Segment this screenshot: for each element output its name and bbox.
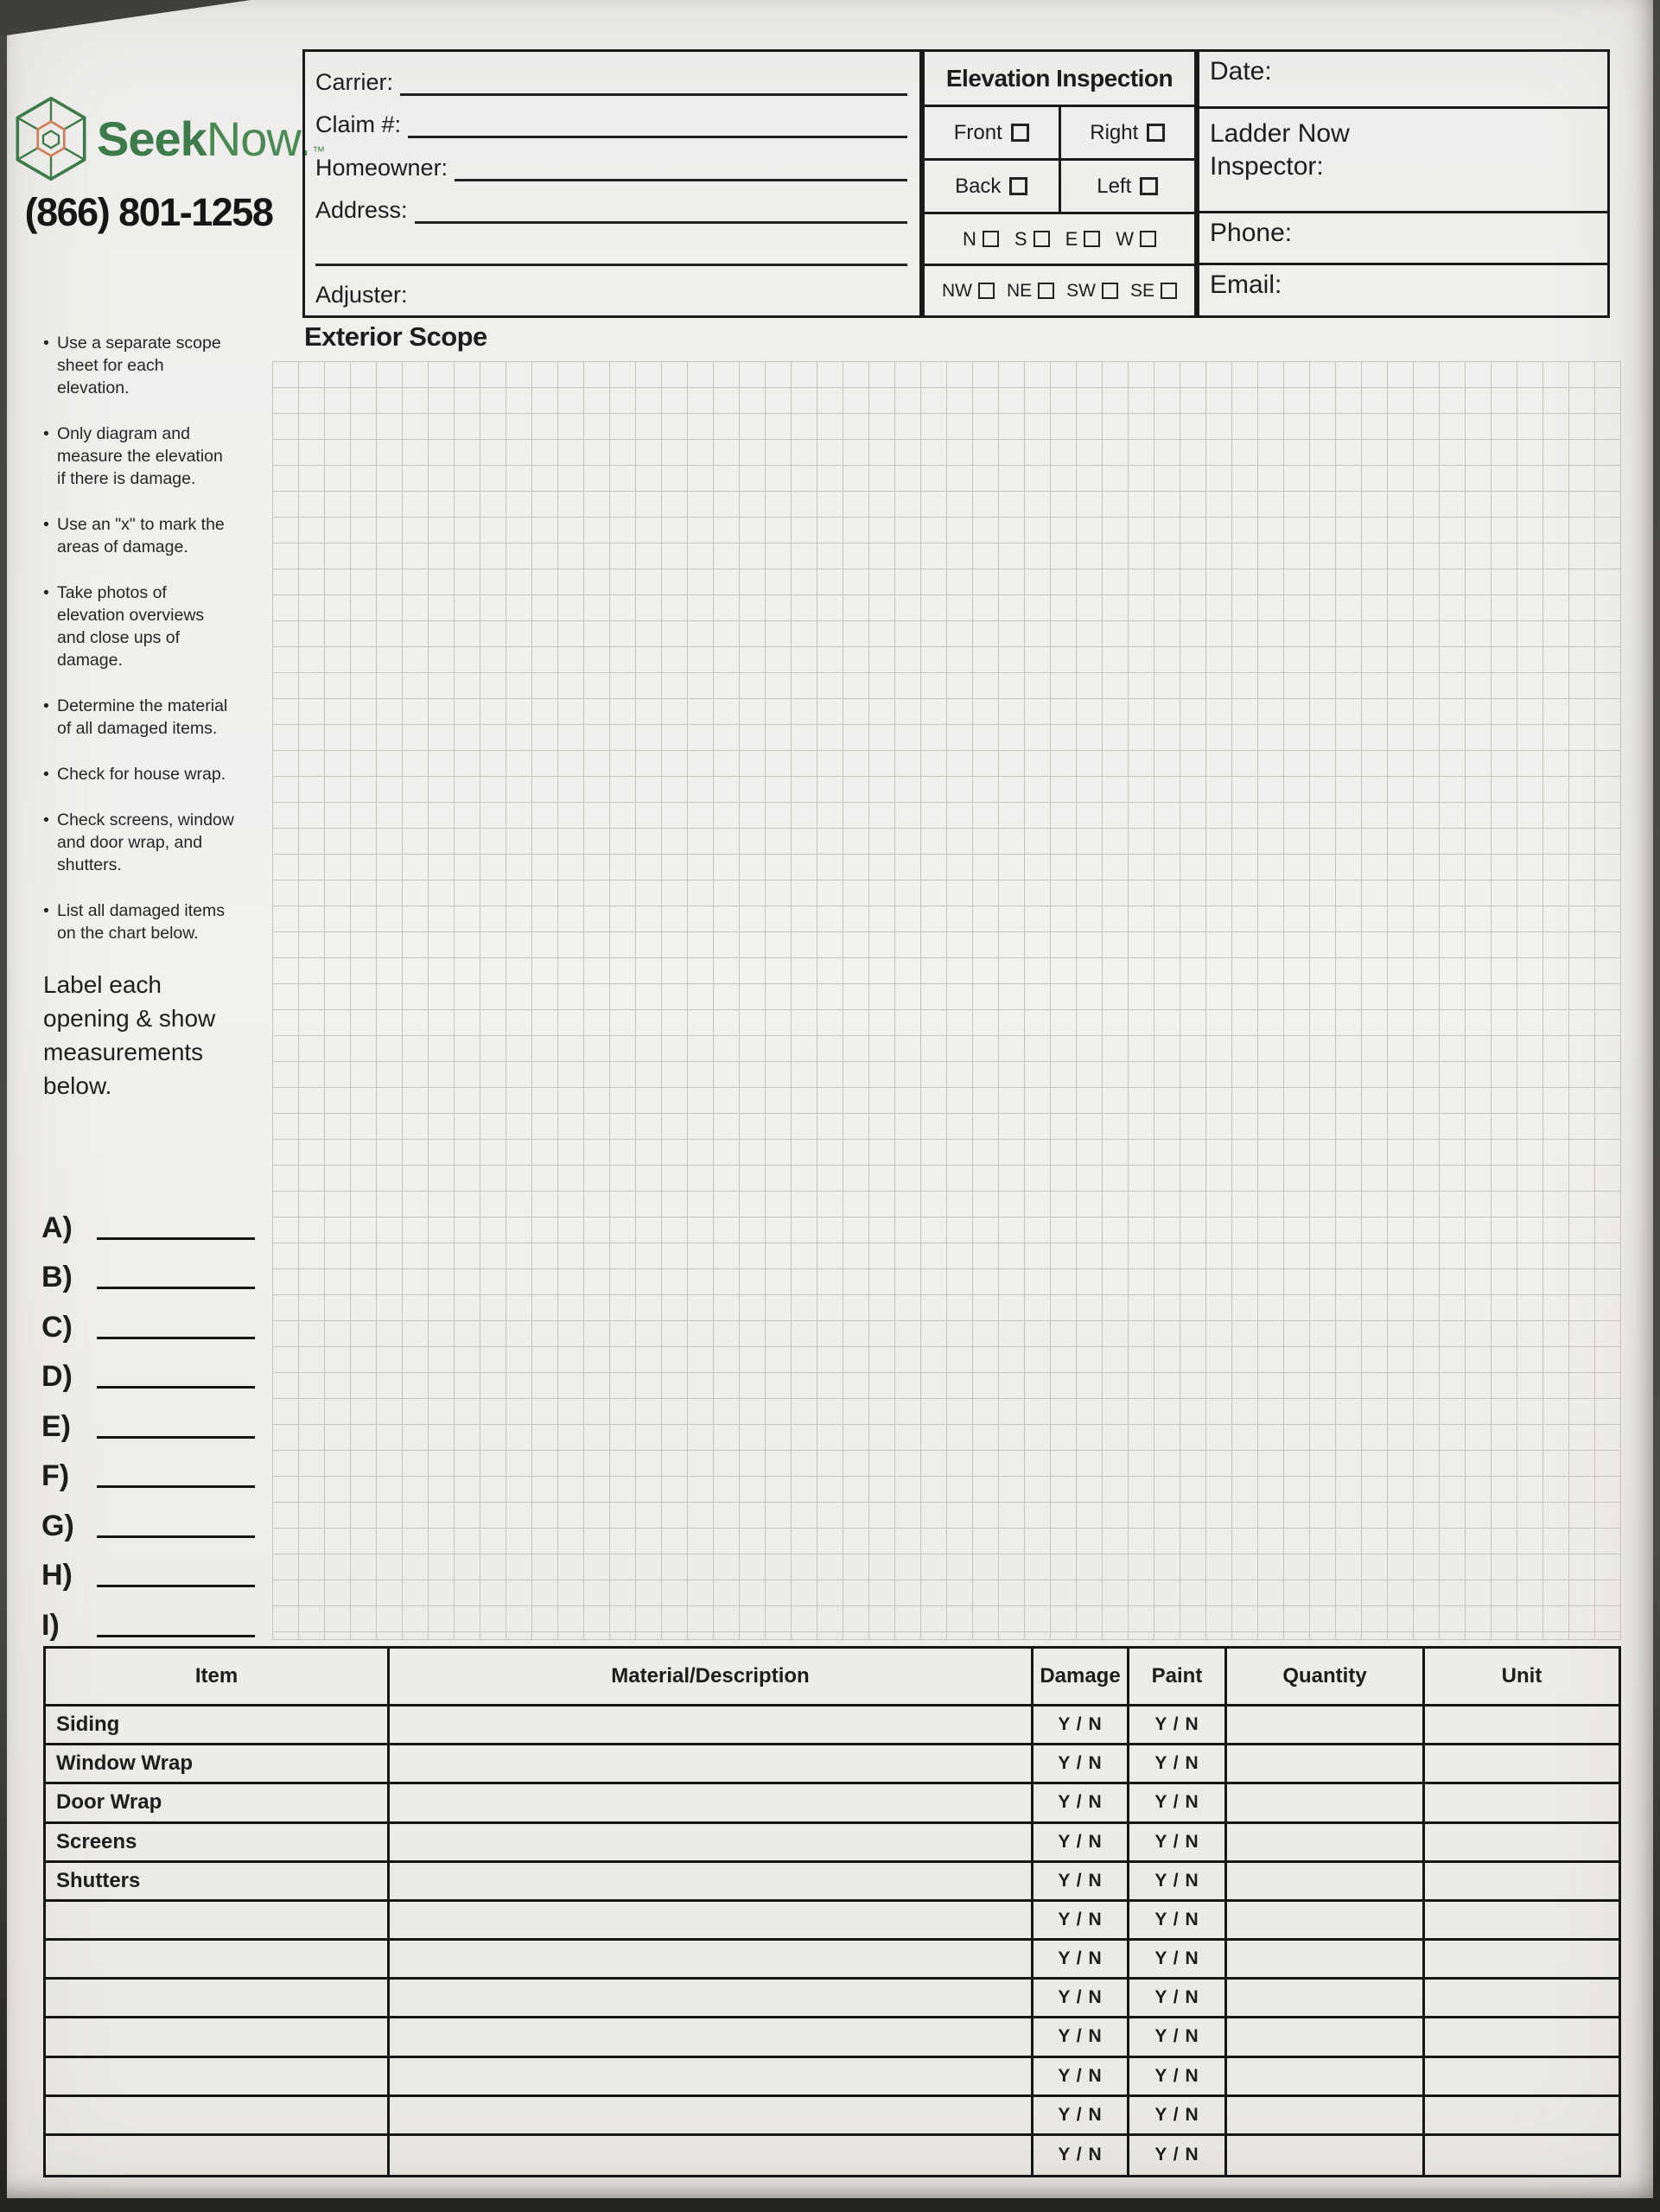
item-cell: Shutters xyxy=(46,1863,390,1902)
phone-label: Phone: xyxy=(1210,219,1293,247)
damage-yn-cell: Y / N xyxy=(1034,2097,1129,2136)
back-option xyxy=(925,161,1059,212)
inspector-label-line2: Inspector: xyxy=(1210,152,1324,181)
measurement-label: F) xyxy=(41,1459,70,1492)
measurement-label: H) xyxy=(41,1559,73,1592)
bullet-icon: • xyxy=(43,901,49,920)
col-header-quantity: Quantity xyxy=(1227,1649,1425,1707)
instruction-text: Use an "x" to mark the areas of damage. xyxy=(57,515,225,556)
southwest-label: SW xyxy=(1066,280,1096,301)
damage-yn-cell: Y / N xyxy=(1034,2018,1129,2057)
damage-yn-cell: Y / N xyxy=(1034,1902,1129,1941)
damage-yn-cell: Y / N xyxy=(1034,2136,1129,2175)
quantity-cell xyxy=(1227,1745,1425,1784)
measurement-blank-line xyxy=(97,1237,255,1240)
inspector-label-line1: Ladder Now xyxy=(1210,119,1350,148)
paint-yn-cell: Y / N xyxy=(1129,1784,1227,1823)
right-checkbox xyxy=(1147,124,1165,142)
southeast-option xyxy=(1130,281,1177,302)
brand-now: Now. xyxy=(206,111,311,166)
material-cell xyxy=(390,1707,1034,1745)
measurement-row-i xyxy=(41,1593,255,1643)
front-checkbox xyxy=(1011,124,1029,142)
west-option xyxy=(1116,228,1156,251)
diagram-grid-paper xyxy=(272,361,1621,1640)
quantity-cell xyxy=(1227,2058,1425,2097)
unit-cell xyxy=(1425,1863,1619,1902)
measurement-label: I) xyxy=(41,1608,60,1642)
back-left-row xyxy=(925,161,1194,214)
front-right-row xyxy=(925,107,1194,161)
material-cell xyxy=(390,2097,1034,2136)
south-option xyxy=(1014,228,1050,251)
quantity-cell xyxy=(1227,1784,1425,1823)
material-cell xyxy=(390,2136,1034,2175)
quantity-cell xyxy=(1227,1863,1425,1902)
carrier-blank-line xyxy=(400,54,907,96)
brand-seek: Seek xyxy=(97,111,207,166)
instruction-bullet xyxy=(43,423,235,490)
instruction-text: Determine the material of all damaged items. xyxy=(57,696,228,738)
measurement-row-e xyxy=(41,1395,255,1445)
southwest-checkbox xyxy=(1102,283,1118,299)
measurement-row-c xyxy=(41,1295,255,1345)
instruction-text: Use a separate scope sheet for each elevation. xyxy=(57,334,221,397)
claim-number-label: Claim #: xyxy=(315,111,402,138)
measurement-row-b xyxy=(41,1246,255,1296)
instruction-bullet xyxy=(43,763,235,785)
material-cell xyxy=(390,1902,1034,1941)
col-header-damage: Damage xyxy=(1034,1649,1129,1707)
bullet-icon: • xyxy=(43,583,49,602)
item-cell xyxy=(46,1941,390,1980)
measurement-blank-line xyxy=(97,1287,255,1289)
north-checkbox xyxy=(983,231,999,247)
col-header-unit: Unit xyxy=(1425,1649,1619,1707)
material-cell xyxy=(390,1745,1034,1784)
measurement-row-g xyxy=(41,1494,255,1544)
damage-yn-cell: Y / N xyxy=(1034,1784,1129,1823)
material-cell xyxy=(390,1941,1034,1980)
measurement-label: A) xyxy=(41,1211,73,1244)
phone-number: (866) 801-1258 xyxy=(24,190,273,234)
west-checkbox xyxy=(1140,231,1156,247)
paint-yn-cell: Y / N xyxy=(1129,2058,1227,2097)
measurement-label: E) xyxy=(41,1409,71,1443)
address-label: Address: xyxy=(315,196,408,223)
north-label: N xyxy=(962,227,976,250)
col-header-paint: Paint xyxy=(1129,1649,1227,1707)
material-cell xyxy=(390,2018,1034,2057)
left-label: Left xyxy=(1097,174,1132,198)
date-field xyxy=(1199,52,1607,109)
elevation-inspection-title: Elevation Inspection xyxy=(925,52,1194,107)
instruction-bullet xyxy=(43,582,235,671)
carrier-label: Carrier: xyxy=(315,69,394,96)
seeknow-logo xyxy=(12,93,324,183)
item-cell: Window Wrap xyxy=(46,1745,390,1784)
unit-cell xyxy=(1425,2018,1619,2057)
paint-yn-cell: Y / N xyxy=(1129,1707,1227,1745)
instruction-text: Take photos of elevation overviews and close ups of damage. xyxy=(57,583,205,670)
south-checkbox xyxy=(1034,231,1050,247)
email-field xyxy=(1199,265,1607,315)
measurement-label: G) xyxy=(41,1509,74,1542)
measurement-label: C) xyxy=(41,1310,73,1344)
east-label: E xyxy=(1065,227,1078,250)
material-cell xyxy=(390,1863,1034,1902)
west-label: W xyxy=(1116,227,1135,250)
address-row xyxy=(315,181,907,224)
instruction-bullet xyxy=(43,809,235,876)
exterior-scope-title: Exterior Scope xyxy=(304,321,487,352)
instruction-text: Only diagram and measure the elevation if there is damage. xyxy=(57,424,223,488)
material-cell xyxy=(390,1784,1034,1823)
damage-yn-cell: Y / N xyxy=(1034,1980,1129,2018)
phone-field xyxy=(1199,213,1607,265)
quantity-cell xyxy=(1227,1824,1425,1863)
measurement-blank-line xyxy=(97,1585,255,1587)
intercardinal-directions-row xyxy=(925,266,1194,315)
front-label: Front xyxy=(953,120,1002,144)
unit-cell xyxy=(1425,1902,1619,1941)
item-cell xyxy=(46,1980,390,2018)
south-label: S xyxy=(1014,227,1027,250)
quantity-cell xyxy=(1227,1902,1425,1941)
measurement-row-d xyxy=(41,1345,255,1395)
paint-yn-cell: Y / N xyxy=(1129,1980,1227,2018)
item-cell: Door Wrap xyxy=(46,1784,390,1823)
measurement-row-a xyxy=(41,1196,255,1246)
paint-yn-cell: Y / N xyxy=(1129,1863,1227,1902)
material-cell xyxy=(390,1980,1034,2018)
unit-cell xyxy=(1425,2097,1619,2136)
front-option xyxy=(925,107,1059,158)
northeast-label: NE xyxy=(1006,280,1033,301)
bullet-icon: • xyxy=(43,424,49,443)
item-cell xyxy=(46,2136,390,2175)
instruction-bullet xyxy=(43,332,235,399)
damage-yn-cell: Y / N xyxy=(1034,1863,1129,1902)
claim-number-blank-line xyxy=(408,96,907,138)
paint-yn-cell: Y / N xyxy=(1129,1941,1227,1980)
measurement-row-h xyxy=(41,1544,255,1594)
northeast-checkbox xyxy=(1038,283,1054,299)
unit-cell xyxy=(1425,1745,1619,1784)
instruction-bullet xyxy=(43,695,235,740)
item-cell xyxy=(46,2058,390,2097)
instruction-text: Check screens, window and door wrap, and shutters. xyxy=(57,810,234,874)
address-blank-line xyxy=(415,181,907,224)
claim-info-box xyxy=(302,49,922,318)
southeast-checkbox xyxy=(1161,283,1177,299)
address-row-2 xyxy=(315,224,907,266)
southwest-option xyxy=(1066,281,1118,302)
damage-yn-cell: Y / N xyxy=(1034,1707,1129,1745)
measurement-blank-line xyxy=(97,1337,255,1339)
seeknow-hexagon-icon xyxy=(12,95,90,182)
measurement-blank-line xyxy=(97,1436,255,1439)
damage-yn-cell: Y / N xyxy=(1034,1941,1129,1980)
item-cell xyxy=(46,1902,390,1941)
measurement-label: D) xyxy=(41,1360,73,1393)
quantity-cell xyxy=(1227,2018,1425,2057)
quantity-cell xyxy=(1227,2136,1425,2175)
measurement-blank-line xyxy=(97,1635,255,1637)
paint-yn-cell: Y / N xyxy=(1129,1745,1227,1784)
carrier-row xyxy=(315,54,907,96)
cardinal-directions-row xyxy=(925,214,1194,266)
elevation-inspection-panel xyxy=(922,49,1197,318)
bullet-icon: • xyxy=(43,765,49,784)
paint-yn-cell: Y / N xyxy=(1129,2136,1227,2175)
adjuster-row xyxy=(315,266,907,308)
address-blank-line-2 xyxy=(315,224,907,266)
measurement-label: B) xyxy=(41,1261,73,1294)
damage-yn-cell: Y / N xyxy=(1034,2058,1129,2097)
right-option xyxy=(1059,107,1195,158)
east-option xyxy=(1065,228,1101,251)
measurement-blank-line xyxy=(97,1485,255,1488)
bullet-icon: • xyxy=(43,334,49,353)
damage-yn-cell: Y / N xyxy=(1034,1824,1129,1863)
inspector-info-panel xyxy=(1197,49,1610,318)
adjuster-label: Adjuster: xyxy=(315,282,408,308)
inspector-field xyxy=(1199,109,1607,213)
measurement-list xyxy=(41,1196,255,1643)
right-label: Right xyxy=(1090,120,1139,144)
unit-cell xyxy=(1425,2058,1619,2097)
measurement-row-f xyxy=(41,1445,255,1495)
col-header-material: Material/Description xyxy=(390,1649,1034,1707)
back-label: Back xyxy=(955,174,1002,198)
email-label: Email: xyxy=(1210,270,1282,299)
quantity-cell xyxy=(1227,1707,1425,1745)
unit-cell xyxy=(1425,1784,1619,1823)
quantity-cell xyxy=(1227,1941,1425,1980)
date-label: Date: xyxy=(1210,57,1272,86)
left-checkbox xyxy=(1140,177,1158,195)
damage-yn-cell: Y / N xyxy=(1034,1745,1129,1784)
damaged-items-table xyxy=(43,1646,1621,2177)
paint-yn-cell: Y / N xyxy=(1129,1824,1227,1863)
unit-cell xyxy=(1425,2136,1619,2175)
bullet-icon: • xyxy=(43,696,49,715)
homeowner-label: Homeowner: xyxy=(315,154,448,181)
homeowner-blank-line xyxy=(455,138,907,181)
northwest-label: NW xyxy=(941,280,972,301)
instructions-sidebar xyxy=(43,332,235,1103)
paint-yn-cell: Y / N xyxy=(1129,1902,1227,1941)
bullet-icon: • xyxy=(43,810,49,830)
claim-number-row xyxy=(315,96,907,138)
instruction-bullet xyxy=(43,513,235,558)
southeast-label: SE xyxy=(1130,280,1155,301)
instruction-bullet xyxy=(43,899,235,944)
instruction-text: List all damaged items on the chart below. xyxy=(57,901,226,943)
unit-cell xyxy=(1425,1707,1619,1745)
measurement-blank-line xyxy=(97,1386,255,1389)
unit-cell xyxy=(1425,1941,1619,1980)
northwest-checkbox xyxy=(978,283,995,299)
northwest-option xyxy=(942,281,995,302)
homeowner-row xyxy=(315,138,907,181)
north-option xyxy=(963,228,999,251)
col-header-item: Item xyxy=(46,1649,390,1707)
trademark-symbol: ™ xyxy=(312,143,325,159)
material-cell xyxy=(390,1824,1034,1863)
brand-name xyxy=(97,111,324,167)
measurement-blank-line xyxy=(97,1535,255,1538)
material-cell xyxy=(390,2058,1034,2097)
quantity-cell xyxy=(1227,1980,1425,2018)
paint-yn-cell: Y / N xyxy=(1129,2097,1227,2136)
item-cell xyxy=(46,2097,390,2136)
bullet-icon: • xyxy=(43,515,49,534)
northeast-option xyxy=(1007,281,1054,302)
labeling-note: Label each opening & show measurements below. xyxy=(43,971,216,1099)
paint-yn-cell: Y / N xyxy=(1129,2018,1227,2057)
back-checkbox xyxy=(1009,177,1027,195)
item-cell: Siding xyxy=(46,1707,390,1745)
unit-cell xyxy=(1425,1980,1619,2018)
unit-cell xyxy=(1425,1824,1619,1863)
left-option xyxy=(1059,161,1195,212)
quantity-cell xyxy=(1227,2097,1425,2136)
instruction-text: Check for house wrap. xyxy=(57,765,226,784)
item-cell xyxy=(46,2018,390,2057)
east-checkbox xyxy=(1084,231,1100,247)
item-cell: Screens xyxy=(46,1824,390,1863)
